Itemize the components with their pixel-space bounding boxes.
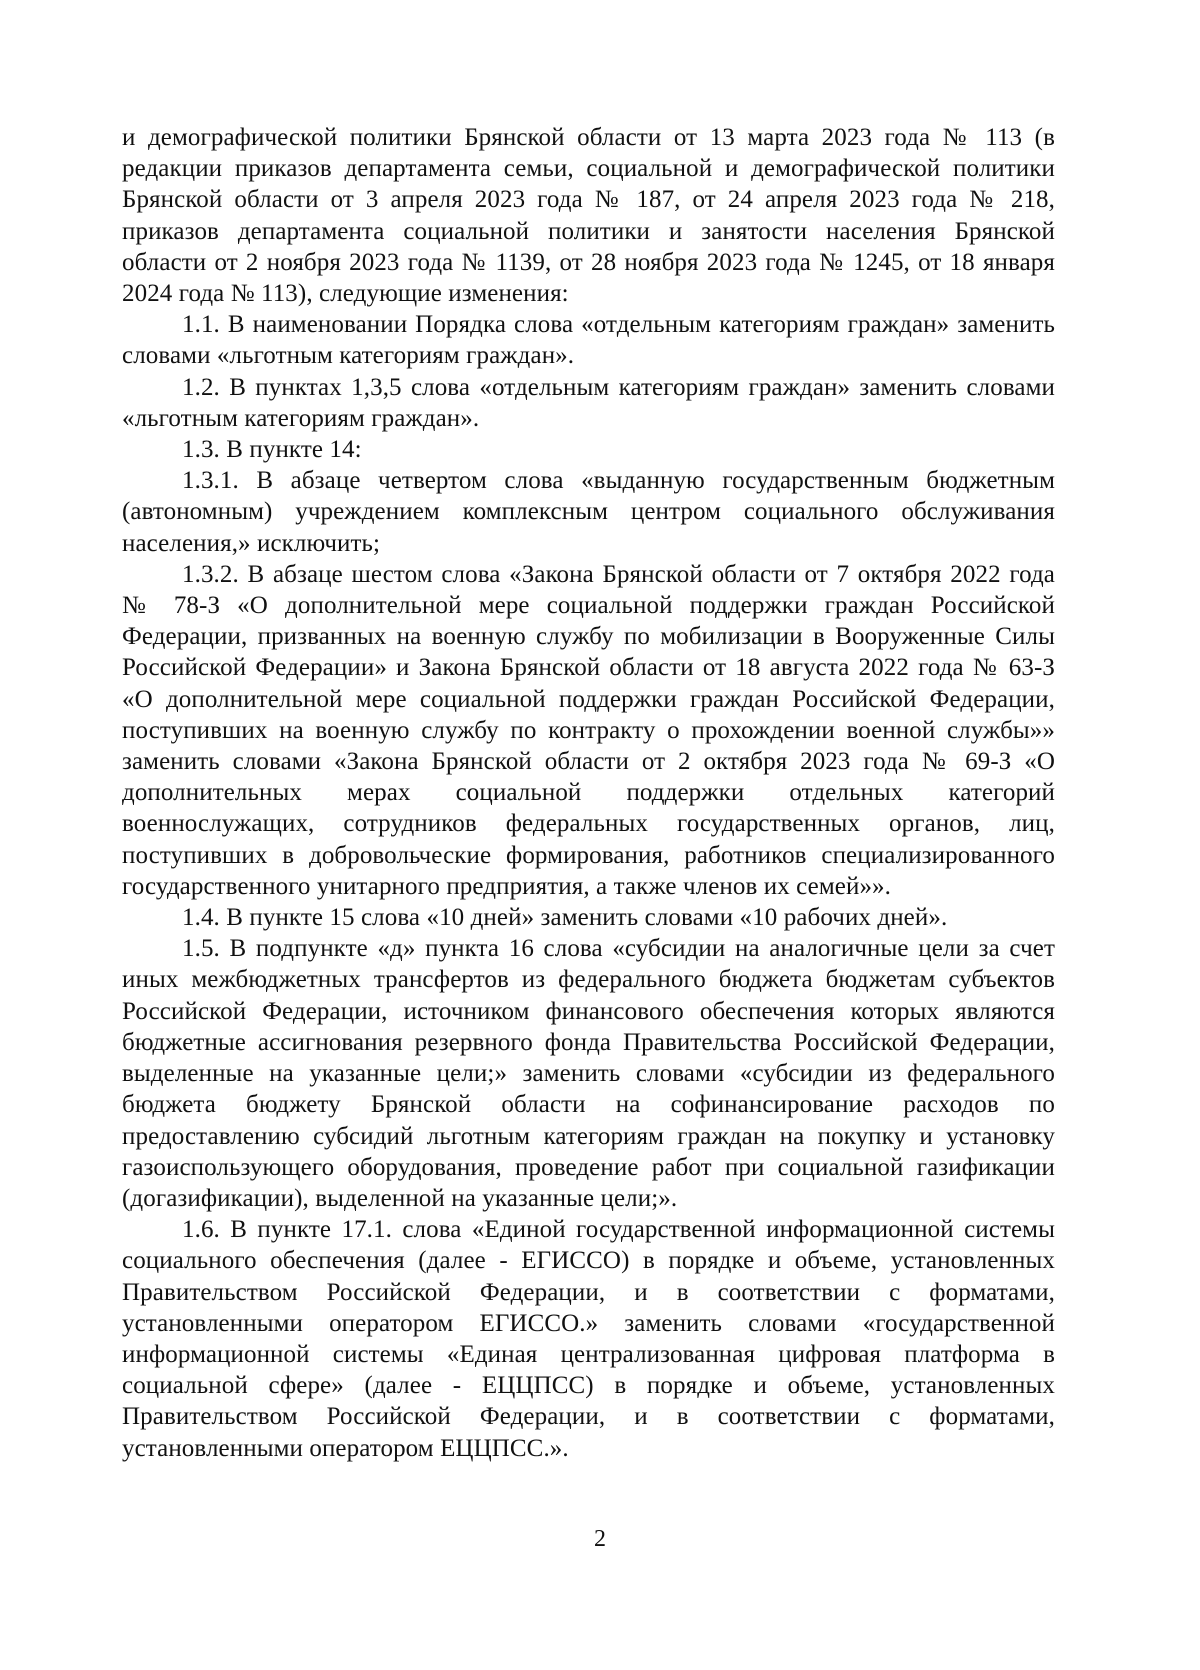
paragraph-1-5: 1.5. В подпункте «д» пункта 16 слова «субсидии на аналогичные цели за счет иных межбюджетных трансфертов из федерального бюджета бюджетам субъектов Российской Федерации, источником финансового обеспечения которых являются бюджетные ассигнования резервного фонда Правительства Российской Федерации, выделенные на указанные цели;» заменить словами «субсидии из федерального бюджета бюджету Брянской области на софинансирование расходов по предоставлению субсидий льготным категориям граждан на покупку и установку газоиспользующего оборудования, проведение работ при социальной газификации (догазификации), выделенной на указанные цели;». [122,935,1055,1212]
paragraph-1-1: 1.1. В наименовании Порядка слова «отдельным категориям граждан» заменить словами «льготным категориям граждан». [122,311,1055,370]
page-number: 2 [594,1526,606,1552]
paragraph-1-3-2: 1.3.2. В абзаце шестом слова «Закона Брянской области от 7 октября 2022 года № 78-З «О дополнительной мере социальной поддержки граждан Российской Федерации, призванных на военную службу по мобилизации в Вооруженные Силы Российской Федерации» и Закона Брянской области от 18 августа 2022 года № 63-З «О дополнительной мере социальной поддержки граждан Российской Федерации, поступивших на военную службу по контракту о прохождении военной службы»» заменить словами «Закона Брянской области от 2 октября 2023 года № 69-З «О дополнительных мерах социальной поддержки отдельных категорий военнослужащих, сотрудников федеральных государственных органов, лиц, поступивших в добровольческие формирования, работников специализированного государственного унитарного предприятия, а также членов их семей»». [122,560,1055,900]
paragraph-1-2: 1.2. В пунктах 1,3,5 слова «отдельным категориям граждан» заменить словами «льготным категориям граждан». [122,373,1055,432]
paragraph-intro: и демографической политики Брянской области от 13 марта 2023 года № 113 (в редакции приказов департамента семьи, социальной и демографической политики Брянской области от 3 апреля 2023 года № 187, от 24 апреля 2023 года № 218, приказов департамента социальной политики и занятости населения Брянской области от 2 ноября 2023 года № 1139, от 28 ноября 2023 года № 1245, от 18 января 2024 года № 113), следующие изменения: [122,124,1055,308]
paragraph-1-3: 1.3. В пункте 14: [182,436,362,464]
paragraph-1-3-1: 1.3.1. В абзаце четвертом слова «выданную государственным бюджетным (автономным) учреждением комплексным центром социального обслуживания населения,» исключить; [122,467,1055,557]
paragraph-1-6: 1.6. В пункте 17.1. слова «Единой государственной информационной системы социального обеспечения (далее - ЕГИССО) в порядке и объеме, установленных Правительством Российской Федерации, и в соответствии с форматами, установленными оператором ЕГИССО.» заменить словами «государственной информационной системы «Единая централизованная цифровая платформа в социальной сфере» (далее - ЕЦЦПСС) в порядке и объеме, установленных Правительством Российской Федерации, и в соответствии с форматами, установленными оператором ЕЦЦПСС.». [122,1216,1055,1462]
paragraph-1-4: 1.4. В пункте 15 слова «10 дней» заменить словами «10 рабочих дней». [182,904,948,932]
document-body [122,122,1055,1464]
